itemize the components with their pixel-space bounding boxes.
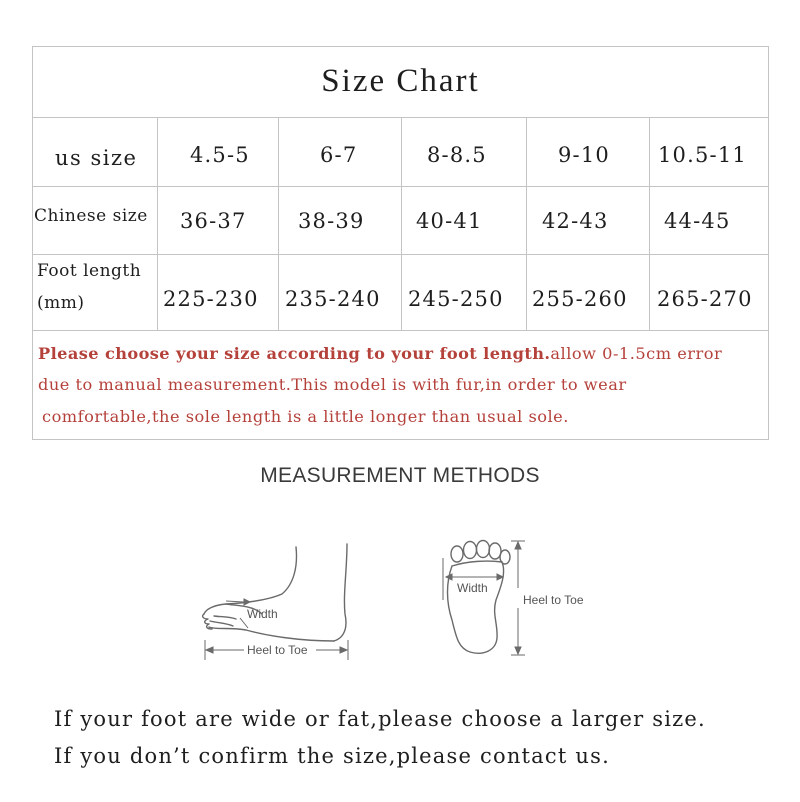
- chinese-size-cell: 42-43: [542, 209, 609, 233]
- measurement-methods-title: MEASUREMENT METHODS: [260, 464, 540, 487]
- chinese-size-cell: 36-37: [180, 209, 247, 233]
- size-note-error: allow 0-1.5cm error: [550, 344, 723, 363]
- foot-length-cell: 245-250: [408, 287, 504, 311]
- top-length-label: Heel to Toe: [523, 593, 584, 607]
- row-label-foot-length-unit: (mm): [37, 293, 85, 313]
- top-view-foot-icon: [448, 541, 511, 654]
- foot-length-cell: 255-260: [532, 287, 628, 311]
- row-label-foot-length: Foot length: [37, 261, 142, 281]
- footer-wide-foot-advice: If your foot are wide or fat,please choose a larger size.: [54, 707, 706, 731]
- size-note-line-2: due to manual measurement.This model is with fur,in order to wear: [38, 375, 627, 394]
- footer-contact-advice: If you don’t confirm the size,please contact us.: [54, 744, 610, 768]
- side-length-label: Heel to Toe: [247, 643, 308, 657]
- us-size-cell: 9-10: [558, 143, 610, 167]
- foot-length-cell: 225-230: [163, 287, 259, 311]
- us-size-cell: 8-8.5: [427, 143, 487, 167]
- side-view-foot-icon: [203, 544, 347, 641]
- chinese-size-cell: 38-39: [298, 209, 365, 233]
- us-size-cell: 6-7: [320, 143, 358, 167]
- chinese-size-cell: 40-41: [416, 209, 483, 233]
- side-width-label: Width: [247, 607, 278, 621]
- foot-length-cell: 265-270: [657, 287, 753, 311]
- us-size-cell: 10.5-11: [658, 143, 747, 167]
- chinese-size-cell: 44-45: [664, 209, 731, 233]
- foot-length-cell: 235-240: [285, 287, 381, 311]
- row-label-us-size: us size: [55, 146, 138, 170]
- row-label-chinese-size: Chinese size: [34, 206, 148, 226]
- top-width-label: Width: [457, 581, 488, 595]
- size-note-emphasis: Please choose your size according to your foot length.: [38, 344, 551, 363]
- size-chart-title: Size Chart: [321, 63, 480, 99]
- size-note-line-3: comfortable,the sole length is a little longer than usual sole.: [42, 407, 569, 426]
- us-size-cell: 4.5-5: [190, 143, 250, 167]
